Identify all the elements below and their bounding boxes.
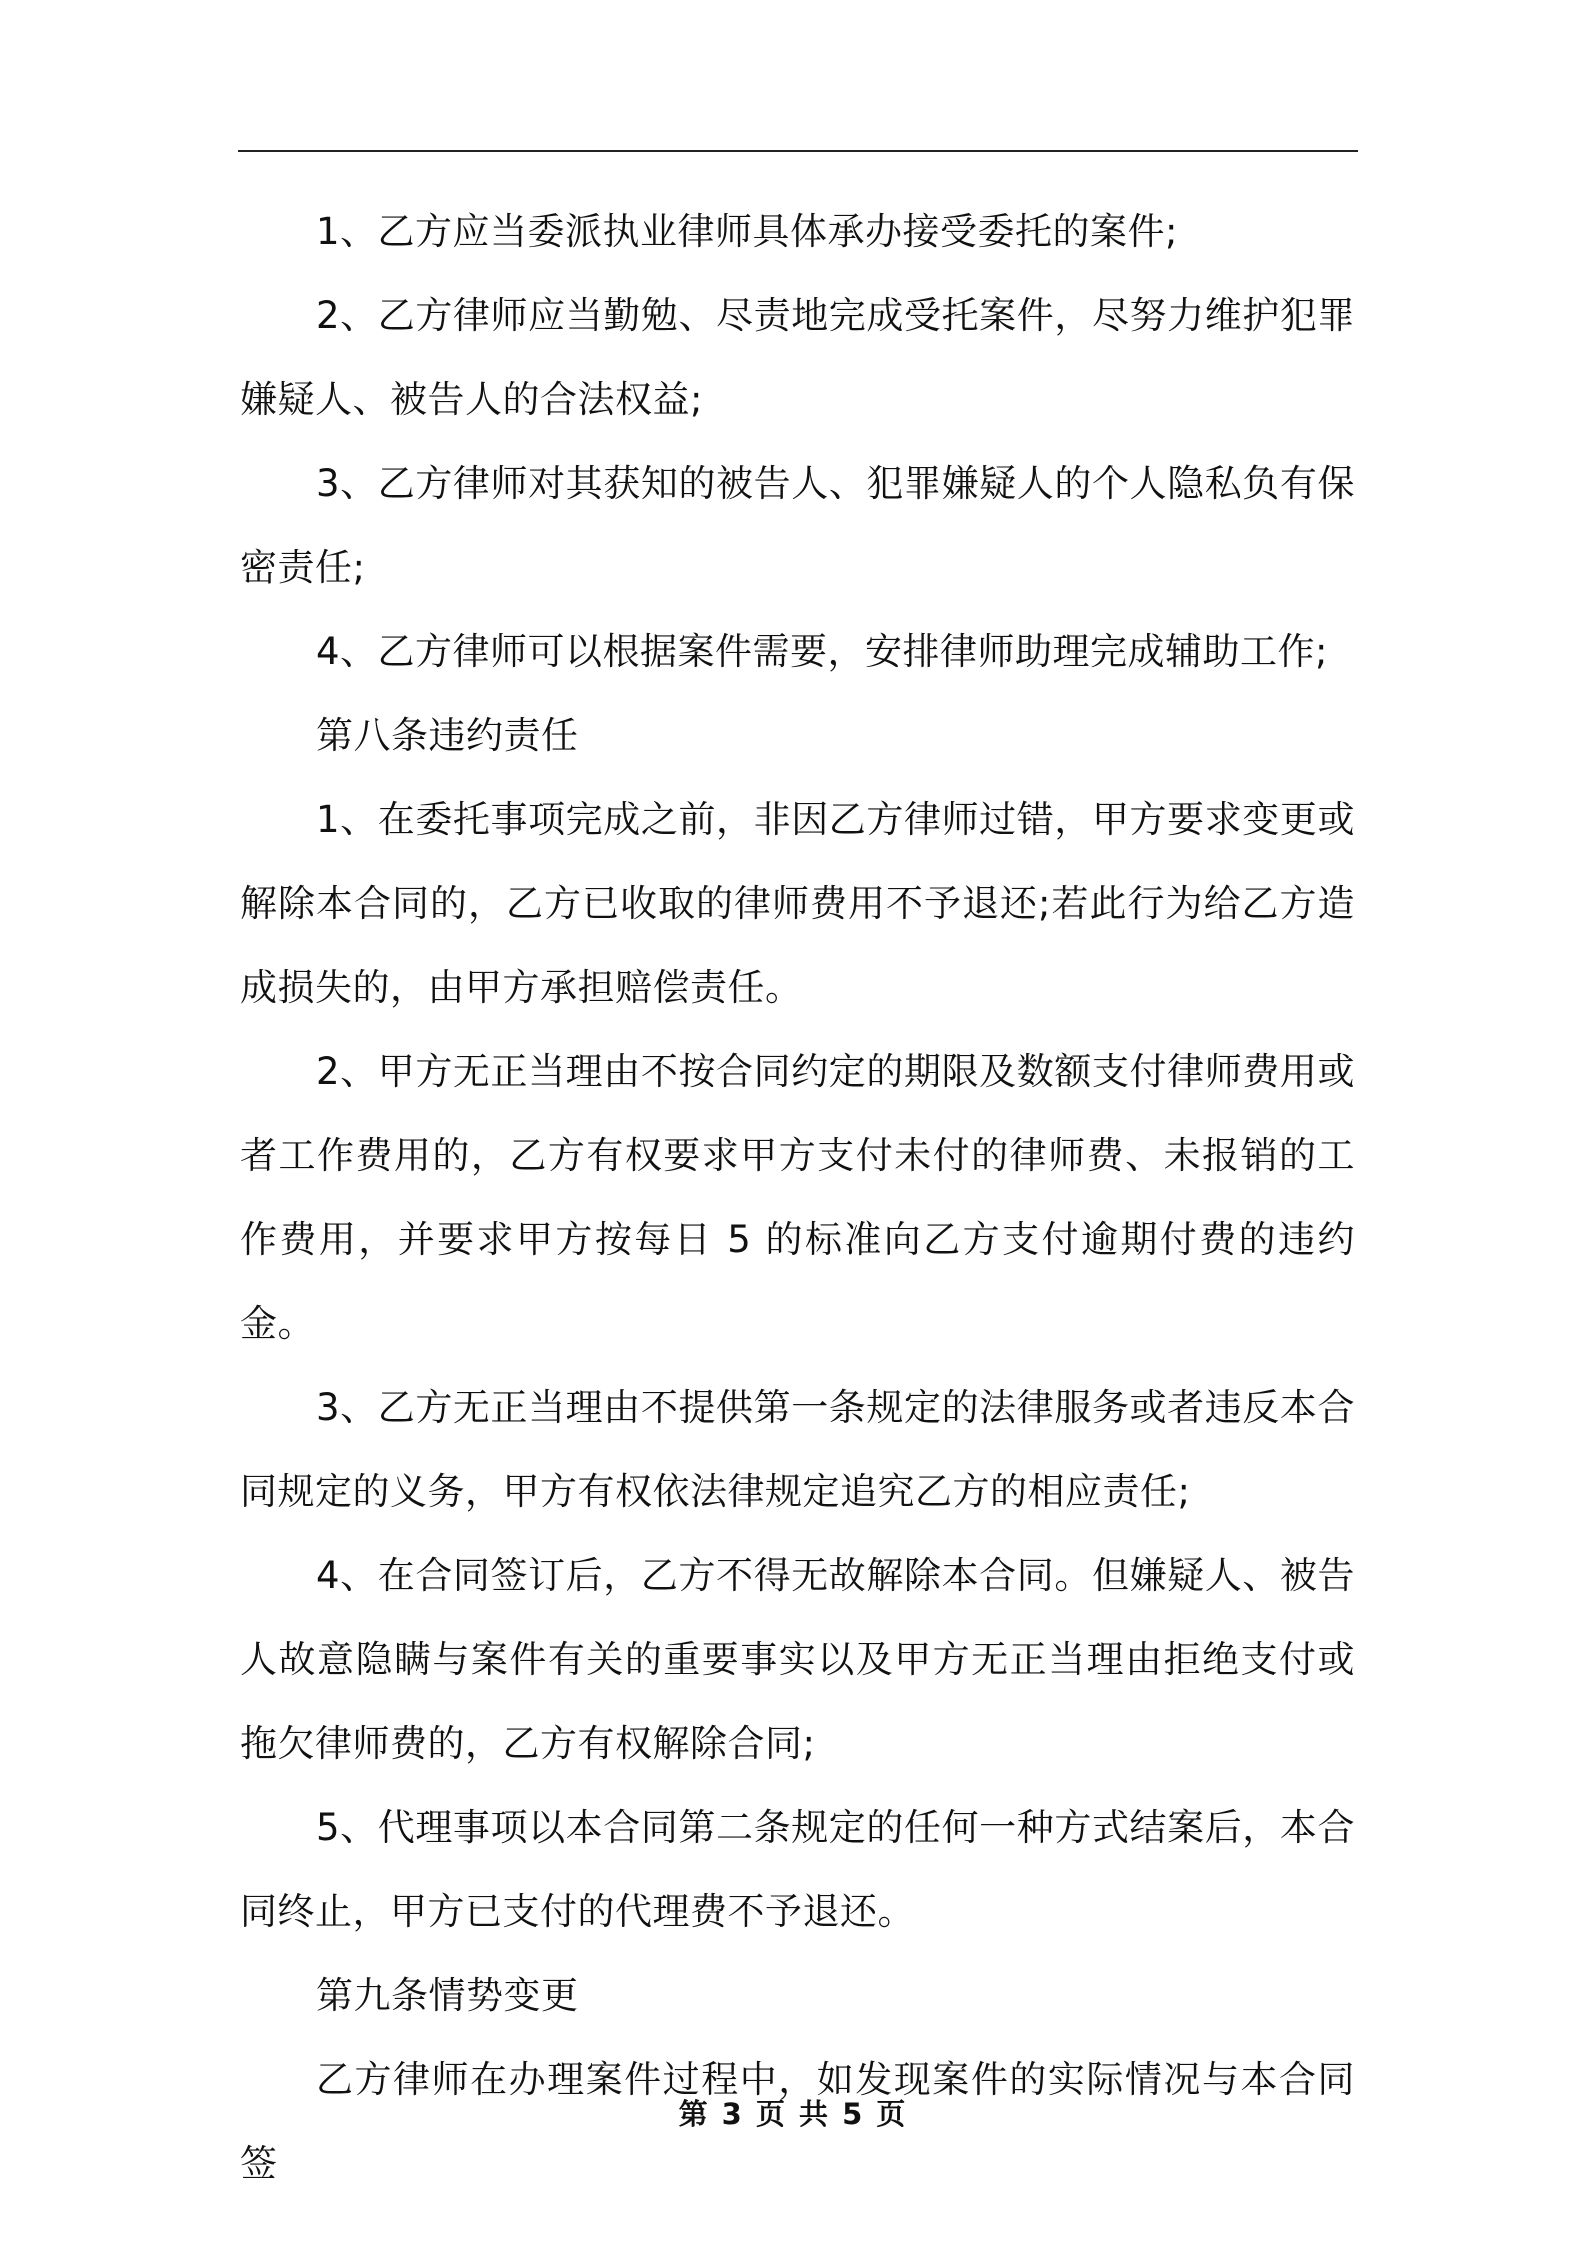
clause-paragraph: 3、乙方无正当理由不提供第一条规定的法律服务或者违反本合同规定的义务，甲方有权依法律规定追究乙方的相应责任; (240, 1386, 1355, 1513)
section-heading: 第八条违约责任 (316, 714, 579, 757)
page-number: 第 3 页 共 5 页 (678, 2097, 908, 2131)
clause-paragraph: 1、在委托事项完成之前，非因乙方律师过错，甲方要求变更或解除本合同的，乙方已收取的律师费用不予退还;若此行为给乙方造成损失的，由甲方承担赔偿责任。 (240, 798, 1355, 1009)
clause-paragraph: 2、甲方无正当理由不按合同约定的期限及数额支付律师费用或者工作费用的，乙方有权要求甲方支付未付的律师费、未报销的工作费用，并要求甲方按每日 5 的标准向乙方支付逾期付费的违约金。 (240, 1050, 1355, 1345)
clause-paragraph: 5、代理事项以本合同第二条规定的任何一种方式结案后，本合同终止，甲方已支付的代理费不予退还。 (240, 1806, 1355, 1933)
clause-paragraph: 4、乙方律师可以根据案件需要，安排律师助理完成辅助工作; (316, 630, 1329, 673)
clause-paragraph: 2、乙方律师应当勤勉、尽责地完成受托案件，尽努力维护犯罪嫌疑人、被告人的合法权益; (240, 294, 1355, 421)
section-heading: 第九条情势变更 (316, 1974, 579, 2017)
clause-paragraph: 1、乙方应当委派执业律师具体承办接受委托的案件; (316, 210, 1179, 253)
clause-paragraph: 乙方律师在办理案件过程中，如发现案件的实际情况与本合同签 (240, 2058, 1355, 2185)
clause-paragraph: 4、在合同签订后，乙方不得无故解除本合同。但嫌疑人、被告人故意隐瞒与案件有关的重要事实以及甲方无正当理由拒绝支付或拖欠律师费的，乙方有权解除合同; (240, 1554, 1355, 1765)
document-body (240, 190, 1355, 2206)
header-divider (238, 150, 1358, 152)
clause-paragraph: 3、乙方律师对其获知的被告人、犯罪嫌疑人的个人隐私负有保密责任; (240, 462, 1355, 589)
